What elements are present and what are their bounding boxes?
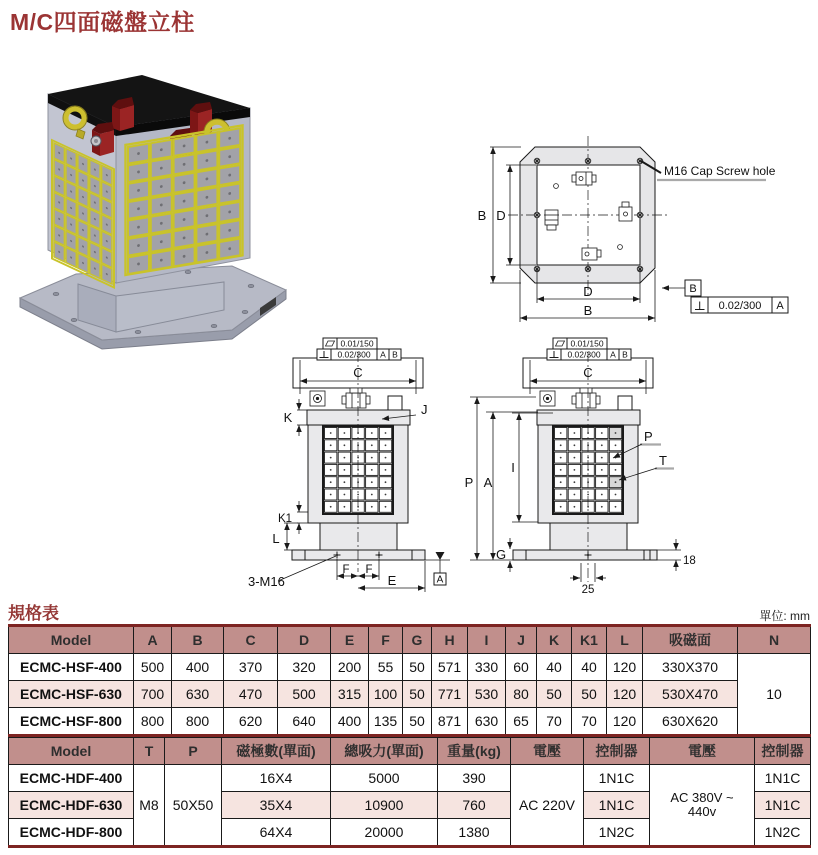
value-cell: 330 bbox=[468, 654, 506, 681]
fcf-datum-b: B bbox=[622, 349, 628, 360]
center-connector bbox=[572, 388, 600, 408]
top-block bbox=[618, 396, 632, 410]
center-connector bbox=[342, 388, 370, 408]
controller-cell: 1N1C bbox=[584, 765, 650, 792]
model-cell: ECMC-HSF-800 bbox=[9, 708, 134, 736]
col-header: 重量(kg) bbox=[438, 738, 511, 765]
value-cell: 771 bbox=[432, 681, 468, 708]
p-value-cell: 50X50 bbox=[165, 765, 222, 847]
value-cell: 60 bbox=[506, 654, 537, 681]
model-cell: ECMC-HDF-800 bbox=[9, 819, 134, 847]
col-header: P bbox=[165, 738, 222, 765]
col-header: N bbox=[738, 626, 811, 654]
value-cell: 571 bbox=[432, 654, 468, 681]
fcf-datum-a: A bbox=[610, 349, 616, 360]
fcf-datum-b: B bbox=[392, 349, 398, 360]
col-header: D bbox=[278, 626, 331, 654]
electrical-table bbox=[8, 737, 811, 848]
value-cell: 135 bbox=[369, 708, 403, 736]
value-cell: 50 bbox=[403, 681, 432, 708]
dim-label-I: I bbox=[511, 460, 515, 475]
fcf-flatness: 0.01/150 bbox=[340, 338, 374, 349]
fcf-perpendicularity: 0.02/300 bbox=[337, 349, 371, 360]
value-cell: 330X370 bbox=[643, 654, 738, 681]
value-cell: 50 bbox=[572, 681, 607, 708]
front-view-left bbox=[248, 338, 450, 592]
col-header: 電壓 bbox=[511, 738, 584, 765]
voltage-alt-line2: 440v bbox=[687, 804, 717, 819]
fcf-tolerance: 0.02/300 bbox=[718, 300, 762, 312]
eye-bolt-socket bbox=[310, 391, 325, 406]
dim-label-E: E bbox=[387, 573, 397, 588]
dim-label-A: A bbox=[483, 475, 493, 490]
col-header: 控制器 bbox=[755, 738, 811, 765]
dim-label-F: F bbox=[342, 564, 350, 576]
value-cell: 871 bbox=[432, 708, 468, 736]
front-view-right bbox=[465, 338, 696, 596]
datum-flag-label: A bbox=[436, 574, 444, 586]
poles-cell: 16X4 bbox=[222, 765, 331, 792]
col-header: 磁極數(單面) bbox=[222, 738, 331, 765]
dim-label-D-bottom: D bbox=[583, 284, 593, 299]
dim-label-D: D bbox=[496, 208, 506, 223]
dim-label-25: 25 bbox=[581, 584, 595, 596]
col-header: A bbox=[134, 626, 172, 654]
product-3d-illustration bbox=[8, 46, 308, 361]
weight-cell: 1380 bbox=[438, 819, 511, 847]
col-header: K1 bbox=[572, 626, 607, 654]
fcf-flatness: 0.01/150 bbox=[570, 338, 604, 349]
value-cell: 80 bbox=[506, 681, 537, 708]
value-cell: 640 bbox=[278, 708, 331, 736]
col-header: H bbox=[432, 626, 468, 654]
value-cell: 320 bbox=[278, 654, 331, 681]
pedestal bbox=[550, 523, 627, 550]
col-header: G bbox=[403, 626, 432, 654]
value-cell: 40 bbox=[572, 654, 607, 681]
controller-cell: 1N2C bbox=[584, 819, 650, 847]
value-cell: 55 bbox=[369, 654, 403, 681]
dim-label-C: C bbox=[353, 365, 363, 380]
poles-cell: 64X4 bbox=[222, 819, 331, 847]
page-title: M/C四面磁盤立柱 bbox=[10, 9, 195, 35]
col-header: J bbox=[506, 626, 537, 654]
controller-cell: 1N1C bbox=[755, 765, 811, 792]
value-cell: 100 bbox=[369, 681, 403, 708]
col-header: 電壓 bbox=[650, 738, 755, 765]
col-header: B bbox=[172, 626, 224, 654]
voltage-alt-line1: AC 380V ~ bbox=[670, 789, 734, 805]
col-header: Model bbox=[9, 626, 134, 654]
model-cell: ECMC-HSF-400 bbox=[9, 654, 134, 681]
top-block bbox=[388, 396, 402, 410]
value-cell: 800 bbox=[172, 708, 224, 736]
force-cell: 10900 bbox=[331, 792, 438, 819]
pole-label-P: P bbox=[644, 429, 653, 444]
screw-hole-note: M16 Cap Screw hole bbox=[664, 164, 776, 178]
model-cell: ECMC-HSF-630 bbox=[9, 681, 134, 708]
col-header: F bbox=[369, 626, 403, 654]
value-cell: 120 bbox=[607, 708, 643, 736]
dim-label-F: F bbox=[365, 564, 373, 576]
dim-label-J: J bbox=[421, 402, 428, 417]
dim-label-G: G bbox=[495, 547, 507, 562]
controller-cell: 1N1C bbox=[755, 792, 811, 819]
value-cell: 65 bbox=[506, 708, 537, 736]
value-cell: 400 bbox=[331, 708, 369, 736]
value-cell: 630X620 bbox=[643, 708, 738, 736]
t-value-cell: M8 bbox=[134, 765, 165, 847]
value-cell: 370 bbox=[224, 654, 278, 681]
value-cell: 530 bbox=[468, 681, 506, 708]
dim-label-P: P bbox=[464, 475, 474, 490]
weight-cell: 390 bbox=[438, 765, 511, 792]
col-header: I bbox=[468, 626, 506, 654]
value-cell: 50 bbox=[537, 681, 572, 708]
col-header: Model bbox=[9, 738, 134, 765]
model-cell: ECMC-HDF-630 bbox=[9, 792, 134, 819]
value-cell: 50 bbox=[403, 708, 432, 736]
dim-label-18: 18 bbox=[683, 555, 696, 567]
table-row bbox=[9, 708, 811, 736]
dim-label-B-bottom: B bbox=[583, 303, 593, 318]
col-header: 總吸力(單面) bbox=[331, 738, 438, 765]
force-cell: 20000 bbox=[331, 819, 438, 847]
voltage-alt-cell bbox=[650, 765, 755, 847]
table-row bbox=[9, 681, 811, 708]
controller-cell: 1N2C bbox=[755, 819, 811, 847]
value-cell: 315 bbox=[331, 681, 369, 708]
front-view-drawings bbox=[240, 330, 720, 596]
fcf-perpendicularity: 0.02/300 bbox=[567, 349, 601, 360]
poles-cell: 35X4 bbox=[222, 792, 331, 819]
col-header: C bbox=[224, 626, 278, 654]
value-cell: 400 bbox=[172, 654, 224, 681]
weight-cell: 760 bbox=[438, 792, 511, 819]
fcf-datum: A bbox=[776, 300, 784, 312]
value-cell: 120 bbox=[607, 654, 643, 681]
pole-grid-right-face bbox=[128, 128, 240, 274]
table-header-row bbox=[9, 738, 811, 765]
value-cell: 500 bbox=[134, 654, 172, 681]
col-header: E bbox=[331, 626, 369, 654]
value-cell: 120 bbox=[607, 681, 643, 708]
datum-triangle-icon bbox=[436, 552, 445, 560]
dimension-table bbox=[8, 624, 811, 737]
col-header: K bbox=[537, 626, 572, 654]
col-header: T bbox=[134, 738, 165, 765]
unit-label: 單位: mm bbox=[759, 609, 810, 623]
col-header: L bbox=[607, 626, 643, 654]
value-cell: 620 bbox=[224, 708, 278, 736]
value-cell: 530X470 bbox=[643, 681, 738, 708]
table-row bbox=[9, 765, 811, 792]
value-cell: 630 bbox=[172, 681, 224, 708]
value-cell: 630 bbox=[468, 708, 506, 736]
col-header: 控制器 bbox=[584, 738, 650, 765]
pedestal bbox=[320, 523, 397, 550]
dim-label-C: C bbox=[583, 365, 593, 380]
fcf-datum-a: A bbox=[380, 349, 386, 360]
dim-label-B: B bbox=[477, 208, 487, 223]
top-view-drawing bbox=[468, 130, 818, 335]
left-connector bbox=[545, 210, 558, 230]
controller-cell: 1N1C bbox=[584, 792, 650, 819]
model-cell: ECMC-HDF-400 bbox=[9, 765, 134, 792]
base-flange bbox=[292, 550, 425, 560]
thread-note: 3-M16 bbox=[248, 574, 285, 589]
force-cell: 5000 bbox=[331, 765, 438, 792]
spec-section-title: 規格表 bbox=[8, 604, 59, 623]
value-cell: 70 bbox=[537, 708, 572, 736]
value-cell: 50 bbox=[403, 654, 432, 681]
front-views-svg bbox=[240, 330, 720, 596]
value-cell: 70 bbox=[572, 708, 607, 736]
n-value-cell: 10 bbox=[738, 654, 811, 736]
top-flange bbox=[537, 410, 640, 425]
value-cell: 700 bbox=[134, 681, 172, 708]
value-cell: 800 bbox=[134, 708, 172, 736]
value-cell: 40 bbox=[537, 654, 572, 681]
pitch-label-T: T bbox=[659, 453, 667, 468]
top-view-svg bbox=[468, 130, 818, 335]
datum-flag-label: B bbox=[689, 283, 697, 295]
dim-label-K1: K1 bbox=[277, 513, 293, 525]
eye-bolt-socket bbox=[540, 391, 555, 406]
value-cell: 470 bbox=[224, 681, 278, 708]
value-cell: 200 bbox=[331, 654, 369, 681]
spec-section bbox=[8, 598, 810, 848]
product-3d-svg bbox=[8, 46, 308, 361]
table-row bbox=[9, 654, 811, 681]
value-cell: 500 bbox=[278, 681, 331, 708]
dim-label-K: K bbox=[283, 410, 293, 425]
table-header-row bbox=[9, 626, 811, 654]
col-header: 吸磁面 bbox=[643, 626, 738, 654]
dim-label-L: L bbox=[272, 531, 280, 546]
voltage-main-cell: AC 220V bbox=[511, 765, 584, 847]
